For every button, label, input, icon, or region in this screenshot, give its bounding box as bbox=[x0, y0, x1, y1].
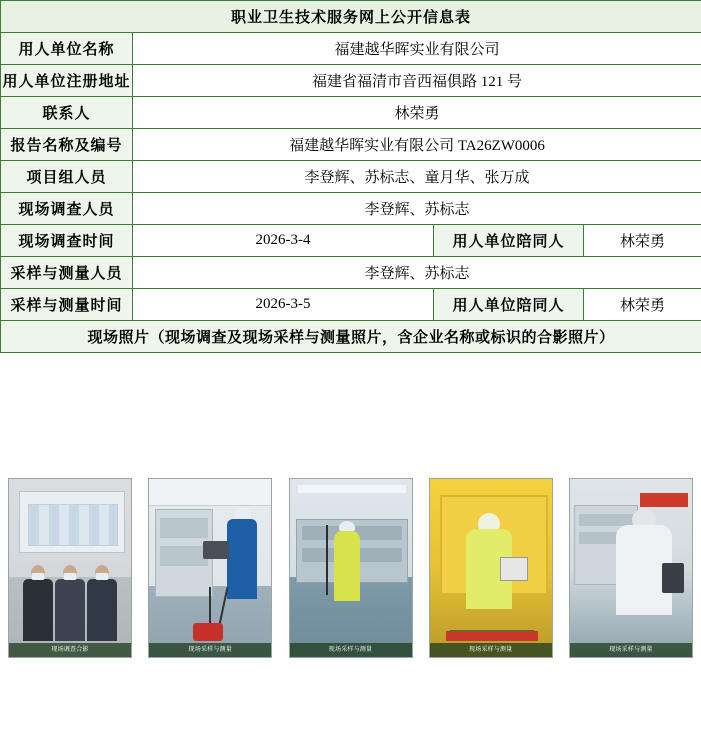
table-row bbox=[1, 289, 701, 321]
photo-caption: 现场采样与测量 bbox=[570, 643, 692, 657]
row-value-employer-name: 福建越华晖实业有限公司 bbox=[133, 33, 701, 65]
row-value-sampling-staff: 李登辉、苏标志 bbox=[133, 257, 701, 289]
tripod-leg bbox=[326, 525, 328, 595]
row-label-site-survey-staff: 现场调查人员 bbox=[1, 193, 133, 225]
row-label-registered-address: 用人单位注册地址 bbox=[1, 65, 133, 97]
person-body bbox=[55, 579, 85, 641]
handheld-device bbox=[662, 563, 684, 593]
page-title: 职业卫生技术服务网上公开信息表 bbox=[1, 1, 701, 33]
row-label-survey-accompanier: 用人单位陪同人 bbox=[434, 225, 584, 257]
banner-title-text bbox=[20, 496, 124, 501]
row-label-report-name-number: 报告名称及编号 bbox=[1, 129, 133, 161]
person-head bbox=[63, 565, 77, 581]
table-row bbox=[1, 97, 701, 129]
photo-caption: 现场采样与测量 bbox=[149, 643, 271, 657]
site-photos-gallery bbox=[0, 478, 701, 664]
row-label-site-survey-date: 现场调查时间 bbox=[1, 225, 133, 257]
table-row bbox=[1, 225, 701, 257]
person-figure bbox=[55, 565, 85, 641]
ceiling-lamp bbox=[298, 485, 406, 493]
control-panel bbox=[446, 631, 538, 641]
photo-caption: 现场调查合影 bbox=[9, 643, 131, 657]
row-label-project-team: 项目组人员 bbox=[1, 161, 133, 193]
row-value-contact-person: 林荣勇 bbox=[133, 97, 701, 129]
row-value-registered-address: 福建省福清市音西福俱路 121 号 bbox=[133, 65, 701, 97]
site-photo bbox=[569, 478, 693, 658]
table-row bbox=[1, 193, 701, 225]
row-label-sampling-staff: 采样与测量人员 bbox=[1, 257, 133, 289]
red-stool bbox=[193, 623, 223, 641]
banner-backdrop bbox=[19, 491, 125, 553]
row-value-survey-accompanier: 林荣勇 bbox=[584, 225, 701, 257]
photos-section-header-row bbox=[1, 321, 701, 353]
person-head bbox=[95, 565, 109, 581]
public-information-table bbox=[0, 0, 701, 353]
person-body bbox=[334, 531, 360, 601]
row-value-site-survey-staff: 李登辉、苏标志 bbox=[133, 193, 701, 225]
photo-caption: 现场采样与测量 bbox=[430, 643, 552, 657]
row-value-report-name-number: 福建越华晖实业有限公司 TA26ZW0006 bbox=[133, 129, 701, 161]
table-row bbox=[1, 129, 701, 161]
table-row bbox=[1, 161, 701, 193]
face-mask bbox=[96, 573, 109, 580]
person-body bbox=[227, 519, 257, 599]
person-figure bbox=[87, 565, 117, 641]
site-photo bbox=[289, 478, 413, 658]
red-equipment bbox=[640, 493, 688, 507]
row-label-contact-person: 联系人 bbox=[1, 97, 133, 129]
sampling-device bbox=[203, 541, 229, 559]
row-label-sampling-date: 采样与测量时间 bbox=[1, 289, 133, 321]
row-value-sampling-accompanier: 林荣勇 bbox=[584, 289, 701, 321]
site-photo bbox=[429, 478, 553, 658]
photos-section-header: 现场照片（现场调查及现场采样与测量照片，含企业名称或标识的合影照片） bbox=[1, 321, 701, 353]
table-row bbox=[1, 33, 701, 65]
person-body bbox=[87, 579, 117, 641]
row-value-project-team: 李登辉、苏标志、童月华、张万成 bbox=[133, 161, 701, 193]
site-photo bbox=[148, 478, 272, 658]
person-body bbox=[23, 579, 53, 641]
row-label-employer-name: 用人单位名称 bbox=[1, 33, 133, 65]
row-label-sampling-accompanier: 用人单位陪同人 bbox=[434, 289, 584, 321]
table-row bbox=[1, 257, 701, 289]
measuring-instrument bbox=[500, 557, 528, 581]
table-title-row bbox=[1, 1, 701, 33]
person-head bbox=[31, 565, 45, 581]
banner-image bbox=[28, 504, 118, 546]
photo-caption: 现场采样与测量 bbox=[290, 643, 412, 657]
site-photo bbox=[8, 478, 132, 658]
face-mask bbox=[32, 573, 45, 580]
ceiling-panel bbox=[149, 479, 271, 506]
person-figure bbox=[23, 565, 53, 641]
face-mask bbox=[64, 573, 77, 580]
table-row bbox=[1, 65, 701, 97]
row-value-site-survey-date: 2026-3-4 bbox=[133, 225, 434, 257]
row-value-sampling-date: 2026-3-5 bbox=[133, 289, 434, 321]
